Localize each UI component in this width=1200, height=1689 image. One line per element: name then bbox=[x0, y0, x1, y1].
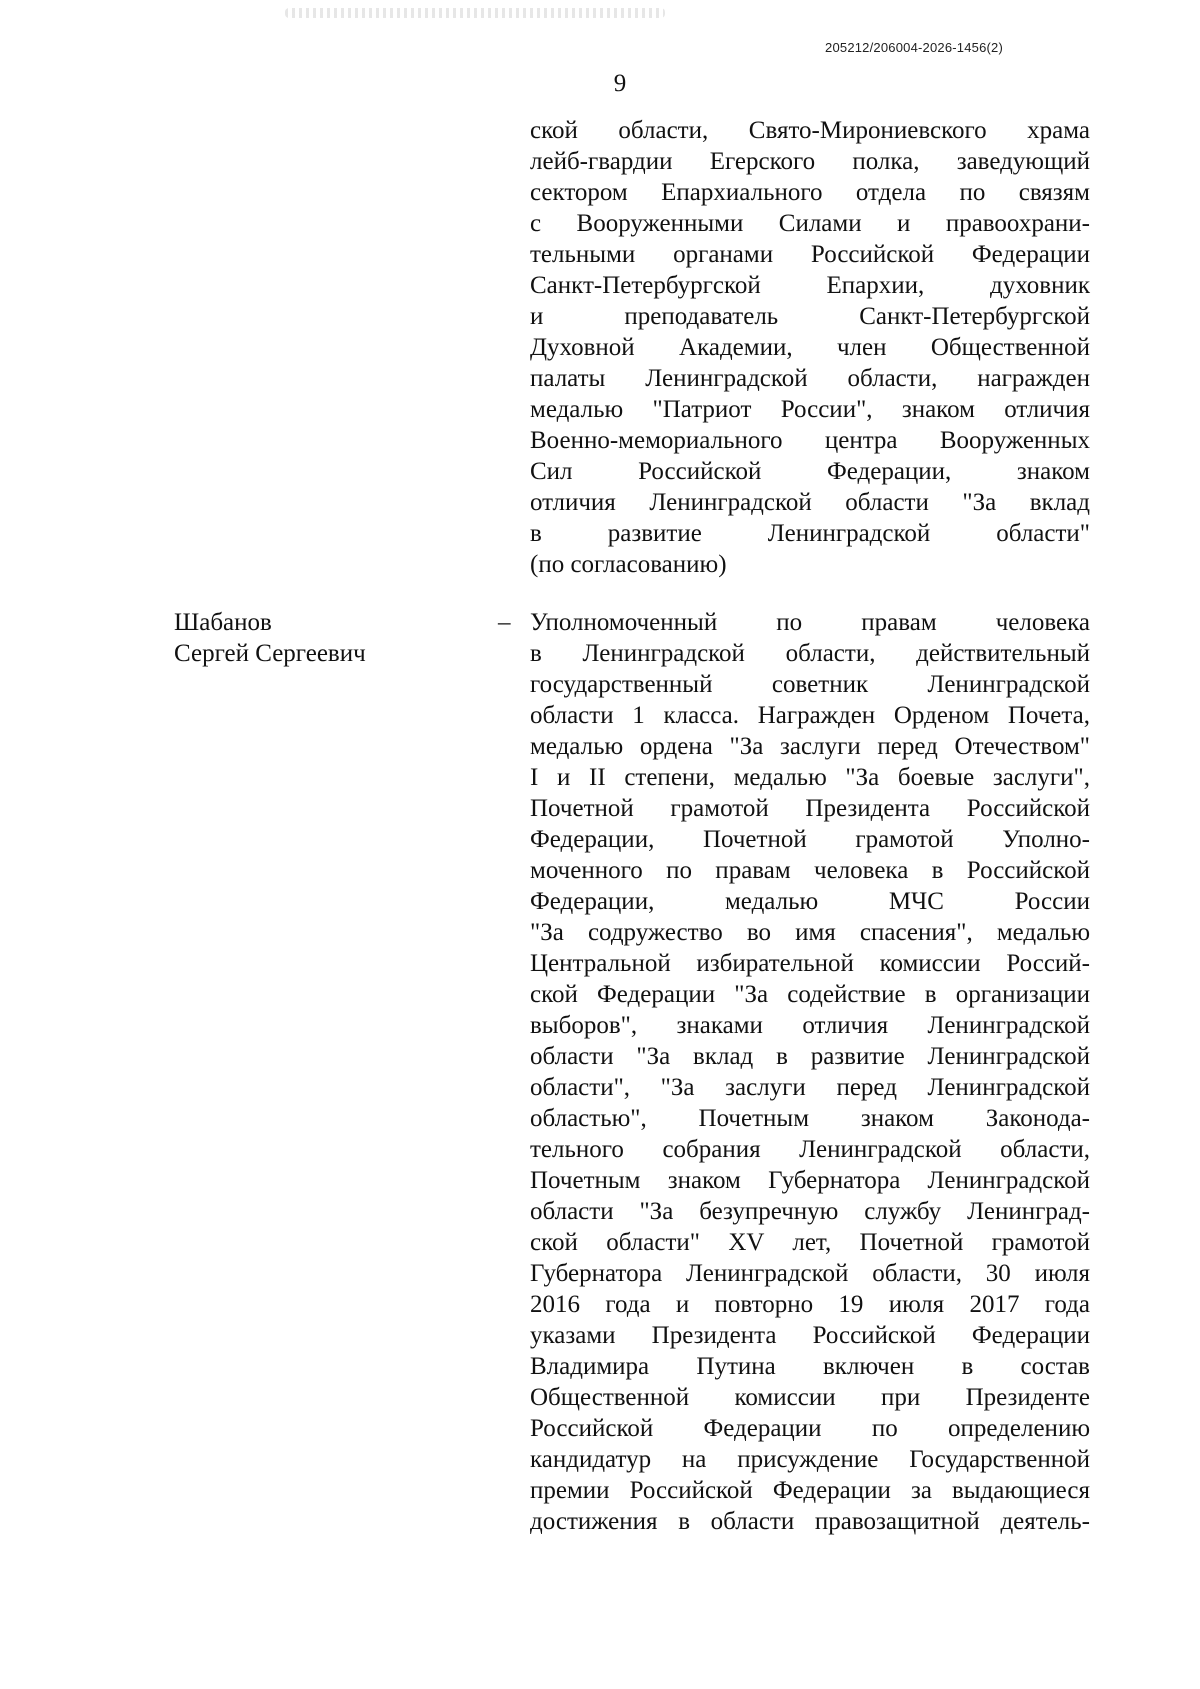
text-line: ской области, Свято-Мирониевского храма bbox=[530, 117, 1090, 144]
scan-smudge bbox=[285, 8, 665, 18]
text-line: "За содружество во имя спасения", медалью bbox=[530, 919, 1090, 946]
text-line: тельными органами Российской Федерации bbox=[530, 241, 1090, 268]
text-line: Сил Российской Федерации, знаком bbox=[530, 458, 1090, 485]
text-line: Военно-мемориального центра Вооруженных bbox=[530, 427, 1090, 454]
text-line: областью", Почетным знаком Законода- bbox=[530, 1105, 1090, 1132]
entry-dash: – bbox=[498, 609, 511, 636]
text-line: отличия Ленинградской области "За вклад bbox=[530, 489, 1090, 516]
text-line: Российской Федерации по определению bbox=[530, 1415, 1090, 1442]
text-line: Почетным знаком Губернатора Ленинградской bbox=[530, 1167, 1090, 1194]
text-line: области "За безупречную службу Ленинград- bbox=[530, 1198, 1090, 1225]
text-line: в развитие Ленинградской области" bbox=[530, 520, 1090, 547]
text-line: области", "За заслуги перед Ленинградской bbox=[530, 1074, 1090, 1101]
text-line: Губернатора Ленинградской области, 30 июля bbox=[530, 1260, 1090, 1287]
text-line: Санкт-Петербургской Епархии, духовник bbox=[530, 272, 1090, 299]
text-line: области 1 класса. Награжден Орденом Почета, bbox=[530, 702, 1090, 729]
page-number: 9 bbox=[613, 70, 627, 97]
text-line: тельного собрания Ленинградской области, bbox=[530, 1136, 1090, 1163]
text-line: достижения в области правозащитной деятель- bbox=[530, 1508, 1090, 1535]
text-line: Федерации, медалью МЧС России bbox=[530, 888, 1090, 915]
document-id: 205212/206004-2026-1456(2) bbox=[825, 40, 1003, 55]
text-line: медалью "Патриот России", знаком отличия bbox=[530, 396, 1090, 423]
text-line: моченного по правам человека в Российской bbox=[530, 857, 1090, 884]
text-line: в Ленинградской области, действительный bbox=[530, 640, 1090, 667]
text-line: указами Президента Российской Федерации bbox=[530, 1322, 1090, 1349]
text-line: Духовной Академии, член Общественной bbox=[530, 334, 1090, 361]
text-line: I и II степени, медалью "За боевые заслуги", bbox=[530, 764, 1090, 791]
text-line: кандидатур на присуждение Государственной bbox=[530, 1446, 1090, 1473]
person-name-given: Сергей Сергеевич bbox=[174, 640, 366, 667]
text-line: премии Российской Федерации за выдающиеся bbox=[530, 1477, 1090, 1504]
text-line: государственный советник Ленинградской bbox=[530, 671, 1090, 698]
text-line: и преподаватель Санкт-Петербургской bbox=[530, 303, 1090, 330]
person-name-surname: Шабанов bbox=[174, 609, 272, 636]
text-line: ской области" XV лет, Почетной грамотой bbox=[530, 1229, 1090, 1256]
text-line: Владимира Путина включен в состав bbox=[530, 1353, 1090, 1380]
text-line: выборов", знаками отличия Ленинградской bbox=[530, 1012, 1090, 1039]
text-line: 2016 года и повторно 19 июля 2017 года bbox=[530, 1291, 1090, 1318]
text-line: медалью ордена "За заслуги перед Отечеством" bbox=[530, 733, 1090, 760]
text-line: области "За вклад в развитие Ленинградской bbox=[530, 1043, 1090, 1070]
text-line: с Вооруженными Силами и правоохрани- bbox=[530, 210, 1090, 237]
text-line: Почетной грамотой Президента Российской bbox=[530, 795, 1090, 822]
text-line: ской Федерации "За содействие в организации bbox=[530, 981, 1090, 1008]
text-line: (по согласованию) bbox=[530, 551, 727, 578]
text-line: лейб-гвардии Егерского полка, заведующий bbox=[530, 148, 1090, 175]
text-line: Федерации, Почетной грамотой Уполно- bbox=[530, 826, 1090, 853]
text-line: Центральной избирательной комиссии Россий- bbox=[530, 950, 1090, 977]
text-line: сектором Епархиального отдела по связям bbox=[530, 179, 1090, 206]
text-line: Общественной комиссии при Президенте bbox=[530, 1384, 1090, 1411]
text-line: палаты Ленинградской области, награжден bbox=[530, 365, 1090, 392]
text-line: Уполномоченный по правам человека bbox=[530, 609, 1090, 636]
